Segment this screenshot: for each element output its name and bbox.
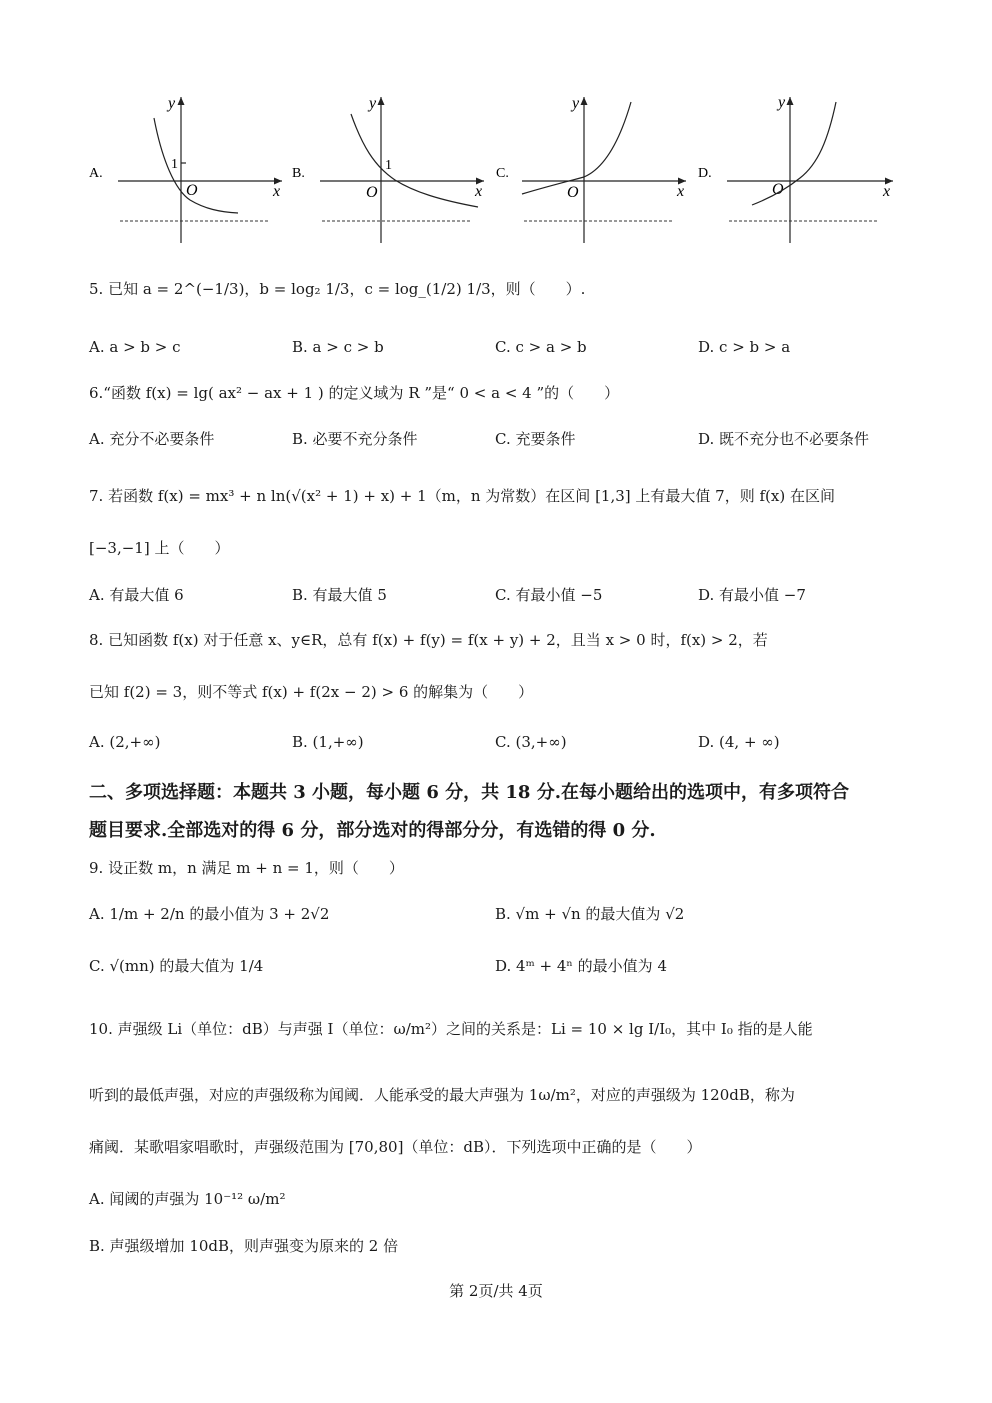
svg-text:1: 1 (171, 157, 178, 172)
question-7-line-1: 7. 若函数 f(x) = mx³ + n ln(√(x² + 1) + x) + 1（m，n 为常数）在区间 [1,3] 上有最大值 7，则 f(x) 在区间 (89, 487, 835, 505)
svg-text:O: O (772, 181, 784, 198)
q5-option-c: C. c > a > b (495, 338, 587, 356)
graph-label-a: A. (89, 166, 103, 181)
svg-text:O: O (366, 184, 378, 201)
q6-option-a: A. 充分不必要条件 (89, 430, 215, 448)
graph-a (89, 95, 282, 243)
svg-text:x: x (475, 183, 483, 200)
svg-text:x: x (273, 183, 281, 200)
graph-label-b: B. (292, 166, 305, 181)
svg-text:O: O (567, 184, 579, 201)
graph-label-c: C. (496, 166, 509, 181)
q5-option-d: D. c > b > a (698, 338, 791, 356)
question-10-line-1: 10. 声强级 Li（单位：dB）与声强 I（单位：ω/m²）之间的关系是：Li = 10 × lg I/I₀，其中 I₀ 指的是人能 (89, 1020, 813, 1038)
q7-option-a: A. 有最大值 6 (89, 586, 184, 604)
graph-label-d: D. (698, 166, 712, 181)
section-2-heading-line-1: 二、多项选择题：本题共 3 小题，每小题 6 分，共 18 分.在每小题给出的选项中，有多项符合 (89, 782, 849, 803)
q6-option-c: C. 充要条件 (495, 430, 576, 448)
section-2-heading-line-2: 题目要求.全部选对的得 6 分，部分选对的得部分分，有选错的得 0 分. (89, 820, 656, 841)
svg-text:y: y (778, 94, 786, 111)
q8-option-a: A. (2,+∞) (89, 733, 161, 751)
svg-text:y: y (572, 95, 580, 112)
svg-text:x: x (883, 183, 891, 200)
question-10-line-3: 痛阈．某歌唱家唱歌时，声强级范围为 [70,80]（单位：dB）．下列选项中正确的是（ ） (89, 1138, 702, 1156)
question-10-line-2: 听到的最低声强，对应的声强级称为闻阈．人能承受的最大声强为 1ω/m²，对应的声强级为 120dB，称为 (89, 1086, 795, 1104)
q7-option-c: C. 有最小值 −5 (495, 586, 603, 604)
q6-option-b: B. 必要不充分条件 (292, 430, 418, 448)
question-7-line-2: [−3,−1] 上（ ） (89, 539, 230, 557)
svg-text:1: 1 (385, 158, 392, 173)
graph-options (0, 80, 992, 260)
svg-text:O: O (186, 182, 198, 199)
question-5: 5. 已知 a = 2^(−1/3)，b = log₂ 1/3，c = log_(1/2) 1/3，则（ ）. (89, 280, 586, 298)
svg-text:y: y (168, 95, 176, 112)
q10-option-b: B. 声强级增加 10dB，则声强变为原来的 2 倍 (89, 1237, 399, 1255)
q9-option-b: B. √m + √n 的最大值为 √2 (495, 905, 685, 923)
q6-option-d: D. 既不充分也不必要条件 (698, 430, 870, 448)
q5-option-b: B. a > c > b (292, 338, 384, 356)
q9-option-a: A. 1/m + 2/n 的最小值为 3 + 2√2 (89, 905, 330, 923)
question-9: 9. 设正数 m，n 满足 m + n = 1，则（ ） (89, 859, 404, 877)
q5-option-a: A. a > b > c (89, 338, 181, 356)
q7-option-b: B. 有最大值 5 (292, 586, 387, 604)
graph-c (496, 95, 686, 243)
q8-option-d: D. (4, + ∞) (698, 733, 780, 751)
svg-text:x: x (677, 183, 685, 200)
q7-option-d: D. 有最小值 −7 (698, 586, 806, 604)
question-8-line-2: 已知 f(2) = 3，则不等式 f(x) + f(2x − 2) > 6 的解集为（ ） (89, 683, 534, 701)
page-footer: 第 2页/共 4页 (449, 1282, 543, 1300)
q9-option-d: D. 4ᵐ + 4ⁿ 的最小值为 4 (495, 957, 667, 975)
q8-option-c: C. (3,+∞) (495, 733, 567, 751)
question-6: 6.“函数 f(x) = lg( ax² − ax + 1 ) 的定义域为 R ”是“ 0 < a < 4 ”的（ ） (89, 384, 620, 402)
q10-option-a: A. 闻阈的声强为 10⁻¹² ω/m² (89, 1190, 286, 1208)
question-8-line-1: 8. 已知函数 f(x) 对于任意 x、y∈R，总有 f(x) + f(y) = f(x + y) + 2，且当 x > 0 时，f(x) > 2，若 (89, 631, 768, 649)
q8-option-b: B. (1,+∞) (292, 733, 364, 751)
graph-d (698, 94, 893, 243)
graph-b (292, 95, 484, 243)
q9-option-c: C. √(mn) 的最大值为 1/4 (89, 957, 264, 975)
svg-text:y: y (369, 95, 377, 112)
